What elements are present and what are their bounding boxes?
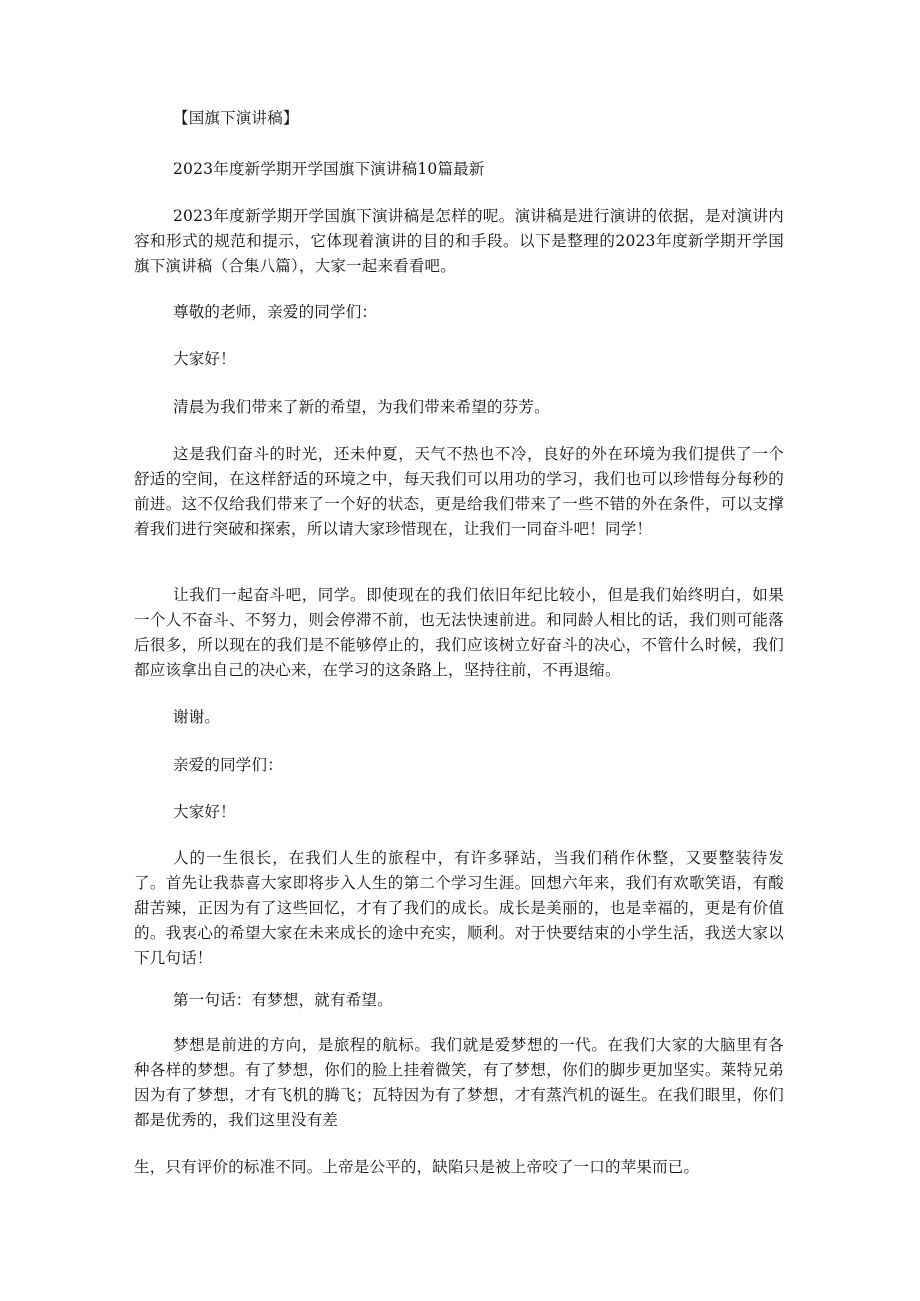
greeting-paragraph: 大家好！ (173, 350, 236, 368)
text-paragraph: 生，只有评价的标准不同。上帝是公平的，缺陷只是被上帝咬了一口的苹果而已。 (134, 1158, 700, 1176)
salutation-paragraph: 尊敬的老师，亲爱的同学们： (173, 303, 378, 321)
text-paragraph: 梦想是前进的方向，是旅程的航标。我们就是爱梦想的一代。在我们大家的大脑里有各种各样的梦想。有了梦想，你们的脸上挂着微笑，有了梦想，你们的脚步更加坚实。莱特兄弟因为有了梦想，才有飞机的腾飞；瓦特因为有了梦想，才有蒸汽机的诞生。在我们眼里，你们都是优秀的，我们这里没有差 (134, 1036, 784, 1129)
document-tag: 【国旗下演讲稿】 (173, 109, 299, 127)
text-paragraph: 人的一生很长，在我们人生的旅程中，有许多驿站，当我们稍作休整，又要整装待发了。首先让我恭喜大家即将步入人生的第二个学习生涯。回想六年来，我们有欢歌笑语，有酸甜苦辣，正因为有了这些回忆，才有了我们的成长。成长是美丽的，也是幸福的，更是有价值的。我衷心的希望大家在未来成长的途中充实，顺利。对于快要结束的小学生活，我送大家以下几句话！ (134, 849, 784, 967)
greeting-paragraph: 大家好！ (173, 803, 236, 821)
intro-paragraph: 2023年度新学期开学国旗下演讲稿是怎样的呢。演讲稿是进行演讲的依据，是对演讲内容和形式的规范和提示，它体现着演讲的目的和手段。以下是整理的2023年度新学期开学国旗下演讲稿（合集八篇），大家一起来看看吧。 (134, 207, 784, 275)
text-paragraph: 这是我们奋斗的时光，还未仲夏，天气不热也不冷，良好的外在环境为我们提供了一个舒适的空间，在这样舒适的环境之中，每天我们可以用功的学习，我们也可以珍惜每分每秒的前进。这不仅给我们带来了一个好的状态，更是给我们带来了一些不错的外在条件，可以支撑着我们进行突破和探索，所以请大家珍惜现在，让我们一同奋斗吧！同学！ (134, 445, 784, 538)
closing-paragraph: 谢谢。 (173, 708, 221, 726)
salutation-paragraph: 亲爱的同学们： (173, 756, 283, 774)
document-title: 2023年度新学期开学国旗下演讲稿10篇最新 (173, 160, 485, 178)
text-paragraph: 让我们一起奋斗吧，同学。即使现在的我们依旧年纪比较小，但是我们始终明白，如果一个人不奋斗、不努力，则会停滞不前，也无法快速前进。和同龄人相比的话，我们则可能落后很多，所以现在的我们是不能够停止的，我们应该树立好奋斗的决心，不管什么时候，我们都应该拿出自己的决心来，在学习的这条路上，坚持往前，不再退缩。 (134, 586, 784, 679)
text-paragraph: 第一句话：有梦想，就有希望。 (173, 991, 393, 1009)
text-paragraph: 清晨为我们带来了新的希望，为我们带来希望的芬芳。 (173, 398, 550, 416)
